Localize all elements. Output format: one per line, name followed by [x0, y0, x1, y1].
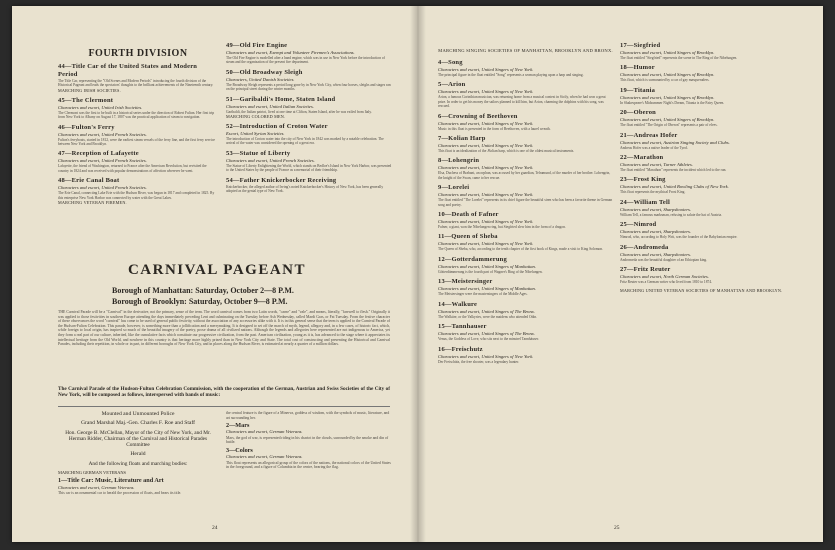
- entry-escort: Characters and escort, Sharpshooters.: [620, 251, 692, 257]
- entry-description: The principal figure in the float entitled "Song" represents a woman playing upon a harp and singing.: [438, 73, 584, 77]
- page-number: 25: [614, 525, 620, 531]
- entry-title: 4—Song: [438, 59, 463, 66]
- entry-escort: Characters and escort, Sharpshooters.: [620, 229, 692, 235]
- left-column-b: [226, 42, 392, 260]
- entry-description: The Broadway Sleigh represents a period long gone by in New York City, when four horses, sleighs and stages ran on the principal street during the winter months.: [226, 82, 391, 92]
- entry-escort: Characters and escort, United Singers of New York.: [438, 192, 534, 198]
- entry-description: Fulton's ferryboats, started in 1812, were the earliest steam vessels of the ferry line, and the first ferry service between New York and Brooklyn.: [58, 137, 216, 147]
- pageant-entry: [438, 157, 613, 180]
- entry-escort: Characters and escort, United Bowling Clubs of New York.: [620, 184, 729, 190]
- entry-title: 8—Lohengrin: [438, 157, 480, 165]
- pageant-entry: [620, 221, 798, 239]
- float-description: This float represents an allegorical group of the colors of the nations, the national colors of the United States in the foreground, and a figure of Columbia in the centre, bearing the flag.: [226, 460, 391, 470]
- pageant-entry: [438, 184, 613, 207]
- right-page: [418, 6, 823, 542]
- entry-description: This float is an idealization of the Æolian harp, which is one of the oldest musical instruments.: [438, 149, 575, 154]
- entry-description: The introduction of Croton water into the city of New York in 1842 was marked by a notable celebration. The arrival of the water was considered the opening of a great era.: [226, 137, 384, 146]
- entry-title: 22—Marathon: [620, 154, 664, 162]
- procession-line: Mounted and Unmounted Police: [101, 411, 175, 417]
- float-escort: Characters and escort, German Veterans.: [226, 454, 303, 460]
- entry-title: 19—Titania: [620, 86, 656, 94]
- section-header: MARCHING SINGING SOCIETIES OF MANHATTAN, BROOKLYN AND BRONX.: [438, 48, 613, 53]
- pageant-entry: [226, 42, 392, 65]
- pageant-date-brooklyn: Borough of Brooklyn: Saturday, October 9—8 P.M.: [112, 297, 288, 306]
- entry-title: 21—Andreas Hofer: [620, 131, 678, 139]
- entry-escort: Characters and escort, United Singers of New York.: [438, 241, 534, 247]
- entry-title: 50—Old Broadway Sleigh: [226, 68, 303, 76]
- float-description: This car is an ornamental car to herald the procession of floats, and bears its title.: [58, 490, 182, 495]
- entry-escort: Characters and escort, Austrian Singing Society and Clubs.: [620, 139, 730, 145]
- entry-escort: Characters, United Danish Societies.: [226, 76, 295, 82]
- book-gutter: [410, 6, 426, 542]
- pageant-entry: [226, 69, 392, 92]
- entry-title: 54—Father Knickerbocker Receiving: [226, 176, 337, 184]
- pageant-composition-note: The Carnival Parade of the Hudson-Fulton Celebration Commission, with the cooperation of the German, Austrian and Swiss Societies of the City of New York, will be composed as follows, interspersed with bands of music:: [58, 386, 390, 399]
- entry-description: The Walküre, or the Valkyries, were the maidens who attended Odin.: [438, 314, 538, 319]
- procession-list-left: [58, 411, 218, 521]
- entry-title: 46—Fulton's Ferry: [58, 123, 115, 131]
- entry-title: 9—Lorelei: [438, 184, 470, 192]
- pageant-entry: [58, 63, 218, 93]
- procession-line: And the following floats and marching bodies:: [88, 460, 188, 467]
- entry-description: Fritz Reuter was a German writer who lived from 1810 to 1874.: [620, 280, 713, 285]
- pageant-entry: [438, 346, 613, 364]
- pageant-entry: [620, 87, 798, 105]
- pageant-entry: [226, 150, 392, 173]
- entry-title: 20—Oberon: [620, 109, 656, 117]
- pageant-entry: [438, 135, 613, 153]
- entry-escort: Characters and escort, Exempt and Volunteer Firemen's Associations.: [226, 50, 355, 55]
- entry-escort: Characters and escort, United Singers of Brooklyn.: [620, 72, 715, 78]
- entry-description: Götterdämmerung is the fourth part of Wagner's Ring of the Nibelungen.: [438, 269, 543, 274]
- entry-escort: Characters and escort, United French Societies.: [226, 157, 315, 163]
- entry-description: This float, which is surmounted by a car of gay masqueraders.: [620, 78, 710, 83]
- entry-escort: Characters and escort, United Singers of New York.: [438, 165, 534, 171]
- entry-title: 51—Garibaldi's Home, Staten Island: [226, 95, 336, 103]
- procession-line: Grand Marshal Maj.-Gen. Charles F. Roe and Staff: [80, 420, 196, 427]
- entry-escort: Characters and escort, United Singers of The Bronx.: [438, 308, 535, 314]
- entry-description: The float entitled "Marathon" represents the incident which led to the run.: [620, 168, 727, 173]
- right-column-a: [438, 42, 613, 522]
- entry-title: 15—Tannhauser: [438, 323, 487, 331]
- entry-description: In Shakespeare's Midsummer Night's Dream, Titania is the Fairy Queen.: [620, 100, 725, 105]
- pageant-entry: [438, 278, 613, 296]
- entry-escort: Characters and escort, United French Societies.: [58, 131, 147, 137]
- entry-escort: Characters and escort, United Singers of New York.: [438, 89, 534, 95]
- pageant-entry: [58, 150, 218, 173]
- entry-title: 24—William Tell: [620, 198, 671, 206]
- entry-escort: Characters and escort, United Singers of Manhattan.: [438, 286, 536, 292]
- pageant-entry: [58, 97, 218, 120]
- pageant-entry: [438, 256, 613, 274]
- entry-escort: Characters and escort, United Irish Societies.: [58, 104, 143, 110]
- float-title: 1—Title Car: Music, Literature and Art: [58, 477, 164, 485]
- pageant-entry: [620, 199, 798, 217]
- float-description: the central feature is the figure of a Minerva, goddess of wisdom, with the symbols of music, literature, and art surrounding her.: [226, 411, 390, 420]
- pageant-entry: [226, 123, 392, 146]
- pageant-entry: [620, 109, 798, 127]
- entry-description: The Title Car, representing the "Old Scenes and Modern Periods" introducing the fourth division of the Historical Pageant and leads the spectators' thoughts to the brilliant achievements of the Nineteenth century.: [58, 79, 214, 88]
- entry-title: 47—Reception of Lafayette: [58, 150, 139, 158]
- entry-title: 53—Statue of Liberty: [226, 149, 291, 157]
- entry-escort: Characters and escort, United Singers of Manhattan.: [438, 263, 536, 269]
- entry-description: Nimrod, who, according to Holy Writ, was the founder of the Babylonian empire.: [620, 235, 738, 240]
- entry-description: The Old Fire Engine is modelled after a hand engine, which was in use in New York before the introduction of steam and the organization of the present fire department.: [226, 56, 385, 65]
- entry-description: The Queen of Sheba, who, according to the tenth chapter of the first book of Kings, made a visit to King Solomon.: [438, 247, 603, 252]
- page-number: 24: [212, 525, 218, 531]
- entry-escort: Characters and escort, United Singers of Brooklyn.: [620, 117, 715, 123]
- entry-title: 23—Frost King: [620, 176, 666, 184]
- entry-description: The float entitled "Siegfried" represents the scene in The Ring of the Nibelungen.: [620, 56, 738, 60]
- pageant-entry: [620, 132, 798, 150]
- entry-description: Andromeda was the beautiful daughter of an Ethiopian king.: [620, 257, 708, 262]
- entry-escort: Characters and escort, United Singers of The Bronx.: [438, 331, 535, 337]
- float-escort: Characters and escort, German Veterans.: [58, 484, 135, 490]
- entry-escort: Characters and escort, Sharpshooters.: [620, 206, 692, 212]
- divider: [58, 406, 390, 407]
- entry-description: Venus, the Goddess of Love, who sits next to the minstrel Tannhäuser.: [438, 337, 539, 342]
- entry-description: Elsa, Duchess of Brabant, an orphan, was accused by her guardian, Telramund, of the murder of her brother. Lohengrin, the knight of the Swan, came to her rescue.: [438, 171, 611, 180]
- entry-title: 10—Death of Fafner: [438, 211, 499, 219]
- entry-description: Garibaldi, the Italian patriot, lived at one time at Clifton, Staten Island, after he was exiled from Italy.: [226, 109, 372, 114]
- entry-title: 13—Meistersinger: [438, 278, 493, 286]
- entry-description: Der Freischütz, the free shooter, was a legendary hunter.: [438, 359, 519, 364]
- entry-title: 25—Nimrod: [620, 221, 657, 229]
- entry-title: 16—Freischutz: [438, 345, 483, 353]
- division-title: FOURTH DIVISION: [88, 48, 188, 59]
- pageant-intro-text: THE Carnival Parade will be a "Carnival" in the derivative, not the primary, sense of the term. The word carnival comes from two Latin words, "carne" and "vale", and means, literally, "farewell to flesh." Originally it was applied to those festivities in southern Europe attending the days immediately preceding Lent and culminating on the Tuesday before Ash Wednesday, called Mardi Gras, or Fat Tuesday. From the festive character of these observances the word "carnival" has come to be used of general public festivity, without the association of any accessories alike with it. It is in this general sense that the term is applied to the Carnival Parade of the Hudson-Fulton Celebration. This parade, however, is something more than a jollification and a merrymaking. It is designed to set off the march of myth, legend, allegory and, in a few cases, of historic fact, which, while foreign to local origin, has inspired so much of the beautiful imagery of the poetry, prose drama of all civilized nations. Although the legends and allegories here represented are not indigenous to America, yet they form a real part of our culture, inherited, like the cumulative facts which constitute our progressive civilization, from the past. American civilization, young as it is, has advanced to the stage where it appreciates its intellectual heritage from the Old World, and nowhere in this country is that heritage more highly prized than in New York City and State. The total cost of constructing and presenting the Historical and Carnival Parades, including their repetition, in whole or in part, in different boroughs of New York City, and in places along the Hudson River, is estimated at nearly a quarter of a million dollars.: [58, 310, 390, 347]
- entry-footer: MARCHING VETERAN FIREMEN.: [58, 200, 127, 206]
- float-title: 2—Mars: [226, 422, 250, 430]
- entry-description: The Statue of Liberty Enlightening the World, which stands on Bedloe's Island in New York Harbor, was presented to the United States by the people of France as a memorial of their friendship.: [226, 163, 392, 173]
- entry-description: The Erie Canal, connecting Lake Erie with the Hudson River, was begun in 1817 and completed in 1825. By this enterprise New York Harbor was connected by water with the Great Lakes.: [58, 191, 215, 200]
- entry-escort: Characters and escort, United Singers of New York.: [438, 120, 534, 126]
- pageant-entry: [226, 96, 392, 119]
- float-escort: Characters and escort, German Veterans.: [226, 429, 303, 435]
- entry-description: The Meistersinger were the mastersingers of the Middle Ages.: [438, 292, 528, 297]
- pageant-entry: [438, 81, 613, 108]
- entry-title: 52—Introduction of Croton Water: [226, 123, 328, 131]
- entry-escort: Characters and escort, United Singers of New York.: [438, 353, 534, 359]
- left-column-a: [58, 42, 218, 260]
- pageant-entry: [58, 124, 218, 147]
- entry-footer: MARCHING IRISH SOCIETIES.: [58, 87, 121, 93]
- entry-title: 11—Queen of Sheba: [438, 233, 498, 241]
- entry-escort: Characters and escort, United French Societies.: [58, 158, 147, 164]
- pageant-entry: [438, 233, 613, 251]
- entry-title: 12—Gotterdammerung: [438, 255, 507, 263]
- entry-description: Lafayette, the friend of Washington, returned to France after the American Revolution, but revisited the country in 1824 and was received with popular demonstrations of affection wherever he went.: [58, 164, 207, 173]
- pageant-entry: [620, 266, 798, 284]
- book-spread: [12, 6, 823, 542]
- entry-escort: Characters and escort, United Singers of Brooklyn.: [620, 50, 715, 55]
- pageant-entry: [438, 301, 613, 319]
- pageant-entry: [58, 177, 218, 205]
- entry-footer: MARCHING COLORED MEN.: [226, 114, 286, 120]
- entry-title: 6—Crowning of Beethoven: [438, 112, 518, 120]
- pageant-entry: [226, 177, 392, 194]
- procession-line: Herald: [130, 451, 146, 458]
- entry-escort: Characters and escort, United Italian Societies.: [226, 103, 314, 109]
- procession-line: MARCHING GERMAN VETERANS: [58, 470, 126, 476]
- entry-escort: Characters and escort, United Singers of New York.: [438, 67, 534, 72]
- entry-escort: Escort, United Syrian Societies.: [226, 131, 285, 137]
- entry-description: Music in this float is presented in the form of Beethoven, with a laurel wreath.: [438, 126, 551, 131]
- pageant-entry: [620, 176, 798, 194]
- entry-escort: Characters and escort, United Singers of New York.: [438, 219, 534, 225]
- entry-description: This float represents the mythical Frost King.: [620, 190, 686, 195]
- pageant-entry: [620, 42, 798, 60]
- procession-line: Hon. George B. McClellan, Mayor of the City of New York, and Mr. Herman Ridder, Chairman of the Carnival and Historical Parades Committee: [65, 429, 211, 449]
- entry-description: Arion, a famous Corinthian musician, was returning home from a musical contest in Sicily, when he had won a great prize. In order to get his money the sailors planned to kill him, but Arion, charming the dolphins with his song, was rescued.: [438, 95, 606, 109]
- entry-description: Knickerbocker, the alleged author of Irving's noted Knickerbocker's History of New York, has been generally adopted as the genial type of New York.: [226, 184, 384, 194]
- entry-title: 26—Andromeda: [620, 243, 669, 251]
- pageant-entry: [438, 59, 613, 77]
- pageant-entry: [620, 244, 798, 262]
- entry-title: 17—Siegfried: [620, 42, 661, 49]
- entry-description: Fafner, a giant, won the Nibelungen ring, but Siegfried slew him in the form of a dragon.: [438, 225, 566, 230]
- pageant-entry: [438, 113, 613, 131]
- procession-list-right: [226, 411, 392, 521]
- entry-escort: Characters and escort, Turner Athletes.: [620, 162, 693, 168]
- pageant-entry: [438, 323, 613, 341]
- entry-description: The float entitled "The Origin of Oberon" represents a pair of elves.: [620, 123, 718, 128]
- entry-description: William Tell, a famous marksman, refusing to salute the hat of Austria.: [620, 212, 722, 217]
- entry-title: 48—Erie Canal Boat: [58, 177, 120, 185]
- pageant-entry: [620, 64, 798, 82]
- entry-title: 14—Walkure: [438, 300, 478, 308]
- entry-title: 7—Kolian Harp: [438, 135, 486, 143]
- pageant-entry: [438, 211, 613, 229]
- entry-title: 44—Title Car of the United States and Modern Period: [58, 63, 198, 78]
- entry-description: The Clermont was the first to be built in a historical series under the direction of Robert Fulton. Her first trip from New York to Albany on August 17, 1807 was the practical application of steam to navigation.: [58, 110, 215, 120]
- entry-escort: Characters and escort, United Singers of Brooklyn.: [620, 94, 715, 100]
- entry-escort: Characters and escort, United Singers of New York.: [438, 143, 534, 149]
- pageant-entry: [620, 154, 798, 172]
- float-title: 3—Colors: [226, 446, 253, 454]
- entry-escort: Characters and escort, United French Societies.: [58, 185, 147, 191]
- pageant-date-manhattan: Borough of Manhattan: Saturday, October 2—8 P.M.: [112, 286, 294, 295]
- pageant-title: CARNIVAL PAGEANT: [127, 262, 307, 278]
- entry-title: 18—Humor: [620, 64, 655, 72]
- right-column-b: [620, 42, 798, 522]
- left-page: [12, 6, 417, 542]
- entry-title: 49—Old Fire Engine: [226, 42, 288, 49]
- entry-description: Andreas Hofer was a native leader of the Tyrol.: [620, 145, 689, 150]
- entry-title: 5—Arion: [438, 81, 466, 89]
- section-footer: MARCHING UNITED VETERAN SOCIETIES OF MANHATTAN AND BROOKLYN.: [620, 288, 783, 294]
- entry-title: 27—Fritz Reuter: [620, 266, 671, 274]
- entry-escort: Characters and escort, North German Societies.: [620, 274, 709, 280]
- entry-description: The float entitled "The Lorelei" represents in its chief figure the beautiful siren who has been a favorite theme in German song and poetry.: [438, 198, 613, 207]
- float-description: Mars, the god of war, is represented riding in his chariot in the clouds, surrounded by the smoke and din of battle.: [226, 435, 389, 445]
- entry-title: 45—The Clermont: [58, 96, 114, 104]
